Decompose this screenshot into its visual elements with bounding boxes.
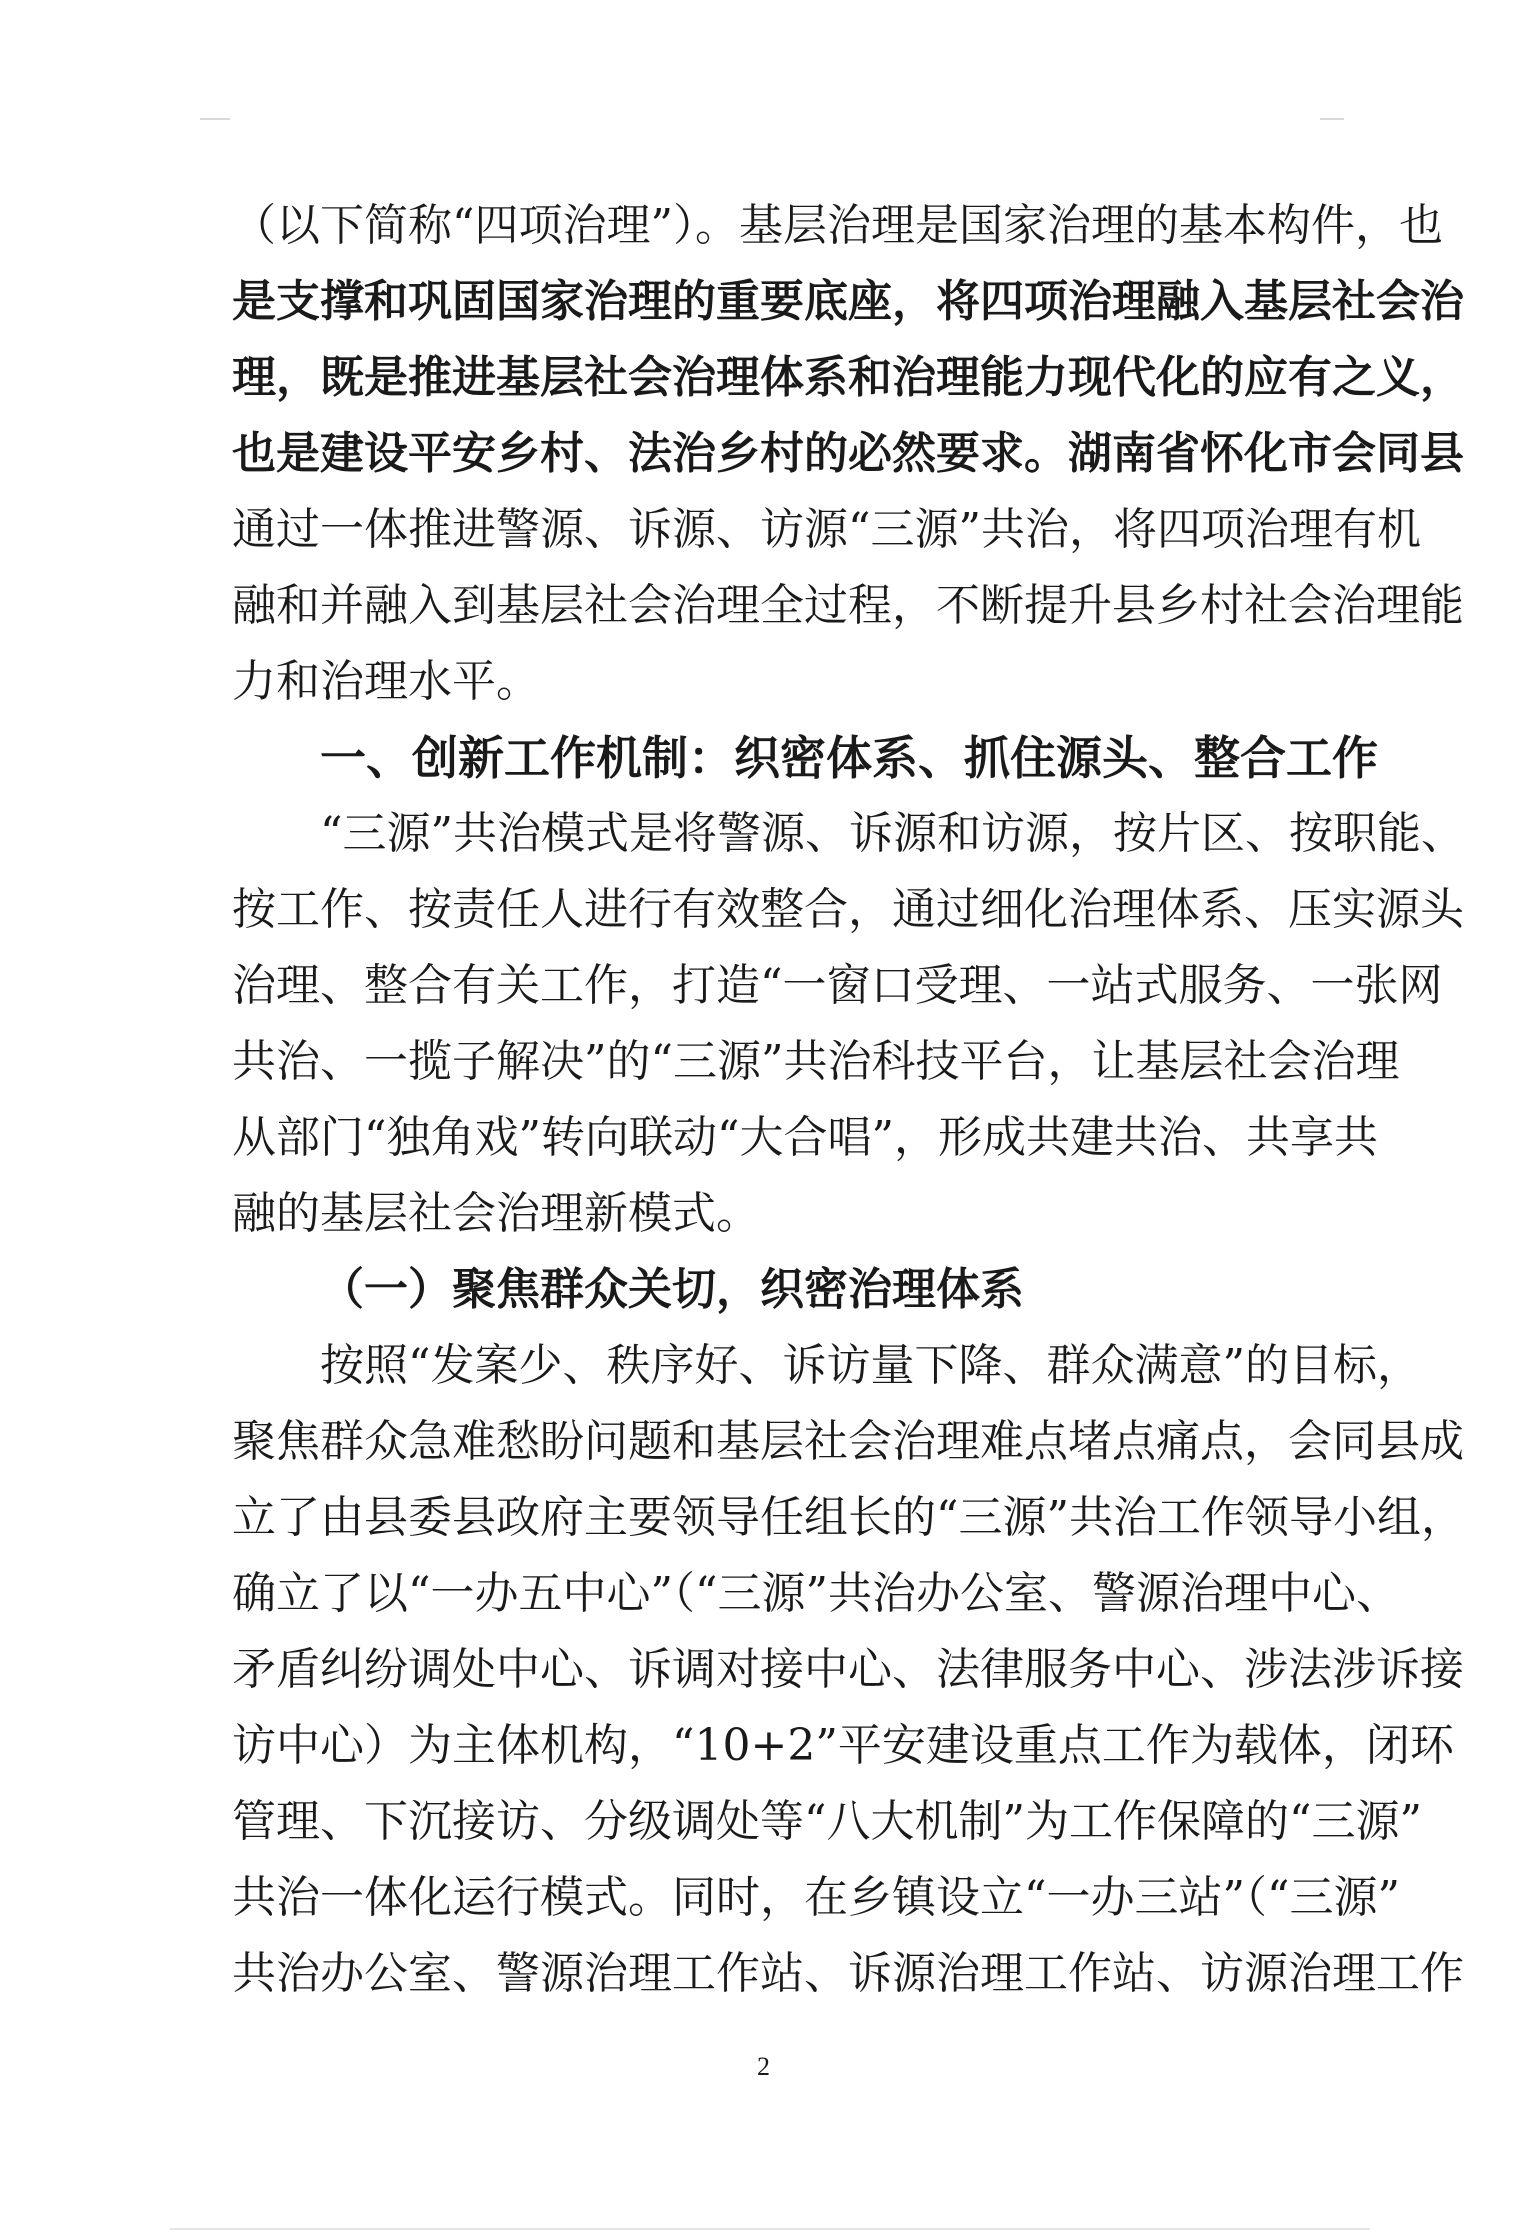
paragraph1-line-3: 理，既是推进基层社会治理体系和治理能力现代化的应有之义， (232, 352, 1464, 403)
subsection1-line-8: 共治一体化运行模式。同时，在乡镇设立“一办三站”（“三源” (232, 1872, 1400, 1923)
subsection1-line-6: 访中心）为主体机构，“10+2”平安建设重点工作为载体，闭环 (232, 1720, 1454, 1771)
paragraph1-line-6: 融和并融入到基层社会治理全过程，不断提升县乡村社会治理能 (232, 580, 1464, 631)
page-number: 2 (757, 2052, 770, 2081)
section1-line-6: 融的基层社会治理新模式。 (232, 1188, 760, 1239)
section1-line-3: 治理、整合有关工作，打造“一窗口受理、一站式服务、一张网 (232, 960, 1443, 1011)
subsection-heading: （一）聚焦群众关切，织密治理体系 (320, 1264, 1024, 1315)
section1-line-2: 按工作、按责任人进行有效整合，通过细化治理体系、压实源头 (232, 884, 1464, 935)
scan-mark-top-right (1320, 118, 1344, 120)
paragraph1-line-7: 力和治理水平。 (232, 656, 540, 707)
paragraph1-line-2: 是支撑和巩固国家治理的重要底座，将四项治理融入基层社会治 (232, 276, 1464, 327)
scan-mark-top (200, 118, 230, 120)
subsection1-line-1: 按照“发案少、秩序好、诉访量下降、群众满意”的目标， (320, 1340, 1421, 1391)
subsection1-line-9: 共治办公室、警源治理工作站、诉源治理工作站、访源治理工作 (232, 1948, 1464, 1999)
paragraph1-line-1: （以下简称“四项治理”）。基层治理是国家治理的基本构件，也 (232, 200, 1443, 251)
section1-line-5: 从部门“独角戏”转向联动“大合唱”，形成共建共治、共享共 (232, 1112, 1378, 1163)
subsection1-line-5: 矛盾纠纷调处中心、诉调对接中心、法律服务中心、涉法涉诉接 (232, 1644, 1464, 1695)
section1-line-1: “三源”共治模式是将警源、诉源和访源，按片区、按职能、 (320, 808, 1465, 859)
subsection1-line-7: 管理、下沉接访、分级调处等“八大机制”为工作保障的“三源” (232, 1796, 1422, 1847)
scan-mark-bottom (170, 2228, 1370, 2230)
subsection1-line-4: 确立了以“一办五中心”（“三源”共治办公室、警源治理中心、 (232, 1568, 1400, 1619)
paragraph1-line-4: 也是建设平安乡村、法治乡村的必然要求。湖南省怀化市会同县 (232, 428, 1464, 479)
paragraph1-line-5: 通过一体推进警源、诉源、访源“三源”共治，将四项治理有机 (232, 504, 1421, 555)
subsection1-line-2: 聚焦群众急难愁盼问题和基层社会治理难点堵点痛点，会同县成 (232, 1416, 1464, 1467)
section1-line-4: 共治、一揽子解决”的“三源”共治科技平台，让基层社会治理 (232, 1036, 1400, 1087)
section-heading: 一、创新工作机制：织密体系、抓住源头、整合工作 (320, 731, 1378, 785)
subsection1-line-3: 立了由县委县政府主要领导任组长的“三源”共治工作领导小组， (232, 1492, 1465, 1543)
